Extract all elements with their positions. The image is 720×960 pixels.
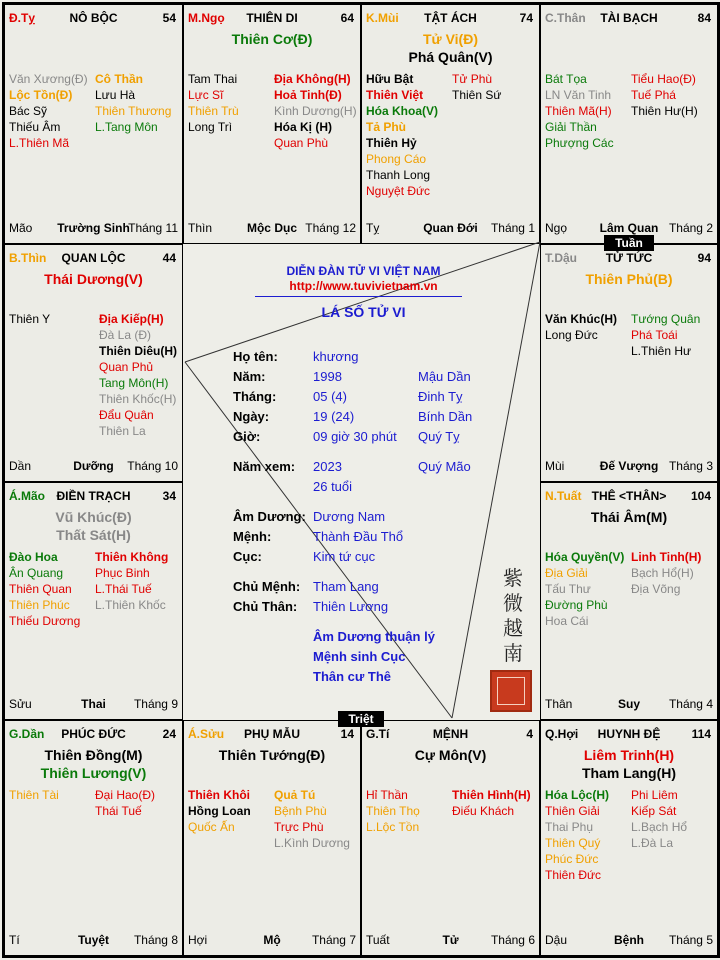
major-star: Cự Môn(V) [414, 747, 487, 763]
minor-star: Đẩu Quân [99, 408, 154, 422]
view-year-canchi: Quý Mão [418, 459, 471, 474]
minor-star: Tang Môn(H) [99, 376, 169, 390]
minor-star: Hỉ Thần [366, 788, 408, 802]
minor-star: Quan Phủ [99, 360, 154, 374]
minor-star: Thiên Sứ [452, 88, 502, 102]
palace-stage: Tử [442, 933, 459, 947]
palace-name: THÊ <THÂN> [591, 489, 667, 503]
major-star: Tử Vi(Đ) [423, 31, 478, 47]
palace-number: 84 [697, 11, 711, 25]
palace-stage: Thai [81, 697, 106, 711]
minor-star: Thiếu Dương [9, 614, 81, 628]
palace-can-chi: Q.Hợi [545, 727, 579, 741]
palace-number: 114 [691, 727, 711, 741]
palace-stage: Bệnh [614, 933, 644, 947]
palace-month: Tháng 4 [668, 697, 713, 711]
menh-label: Mệnh: [233, 529, 272, 544]
cuc-label: Cục: [233, 549, 262, 564]
minor-star: Thiên Hư(H) [631, 104, 698, 118]
minor-star: Quan Phù [274, 136, 329, 150]
minor-star: Long Đức [545, 328, 598, 342]
minor-star: L.Tang Môn [95, 120, 158, 134]
palace-month: Tháng 9 [133, 697, 178, 711]
minor-star: Thiên Phúc [9, 598, 70, 612]
palace-branch: Thân [545, 697, 573, 711]
palace-month: Tháng 2 [668, 221, 713, 235]
palace-name: PHÚC ĐỨC [61, 727, 126, 741]
palace-stage: Mộc Dục [246, 221, 297, 235]
palace-month: Tháng 10 [127, 459, 178, 473]
brand-char: 南 [503, 641, 523, 665]
forum-name: DIỄN ĐÀN TỬ VI VIỆT NAM [286, 264, 441, 278]
minor-star: Phá Toái [631, 328, 678, 342]
major-star: Thiên Đồng(M) [44, 747, 143, 763]
minor-star: Thiên Hỷ [366, 136, 417, 150]
year-label: Năm: [233, 369, 266, 384]
age-value: 26 tuổi [313, 479, 353, 494]
minor-star: Thiên Mã(H) [545, 104, 612, 118]
minor-star: L.Đà La [631, 836, 674, 850]
minor-star: Hồng Loan [188, 804, 251, 818]
minor-star: Địa Võng [631, 582, 681, 596]
minor-star: Lưu Hà [95, 88, 136, 102]
hour-value: 09 giờ 30 phút [313, 429, 397, 444]
tu-vi-chart [2, 2, 720, 958]
minor-star: Bát Tọa [545, 72, 587, 86]
title-divider [255, 296, 462, 297]
palace-can-chi: C.Thân [545, 11, 586, 25]
major-star: Liêm Trinh(H) [583, 747, 675, 763]
minor-star: Thiên Khôi [188, 788, 250, 802]
palace-can-chi: M.Ngọ [188, 11, 225, 25]
major-star: Thất Sát(H) [56, 527, 131, 543]
palace-month: Tháng 6 [490, 933, 535, 947]
palace-number: 94 [697, 251, 711, 265]
minor-star: Tam Thai [188, 72, 238, 86]
minor-star: Văn Khúc(H) [545, 312, 617, 326]
minor-star: Hoa Cái [545, 614, 589, 628]
major-star: Phá Quân(V) [408, 49, 493, 65]
palace-branch: Dậu [545, 933, 568, 947]
palace-branch: Mão [9, 221, 33, 235]
minor-star: LN Văn Tinh [545, 88, 612, 102]
minor-star: Kiếp Sát [631, 804, 677, 818]
minor-star: Thiên Diêu(H) [99, 344, 177, 358]
minor-star: Thiên Việt [366, 88, 424, 102]
palace-can-chi: G.Dần [9, 727, 45, 741]
major-star: Thiên Phủ(B) [585, 271, 673, 287]
minor-star: Đào Hoa [9, 550, 58, 564]
minor-star: Địa Kiếp(H) [99, 312, 164, 326]
note-than: Thân cư Thê [313, 669, 392, 684]
palace-name: QUAN LỘC [61, 251, 126, 265]
minor-star: Thiên Thương [95, 104, 172, 118]
palace-branch: Thìn [188, 221, 213, 235]
palace-stage: Trường Sinh [57, 221, 130, 235]
minor-star: Hóa Kị (H) [274, 120, 332, 134]
minor-star: L.Lộc Tồn [366, 820, 420, 834]
minor-star: Hóa Lộc(H) [545, 788, 609, 802]
brand-char: 越 [503, 616, 523, 640]
note-menh-cuc: Mệnh sinh Cục [313, 649, 406, 664]
center-panel [185, 244, 542, 721]
major-star: Thiên Lương(V) [40, 765, 147, 781]
brand-char: 紫 [503, 566, 523, 590]
minor-star: Phục Binh [95, 566, 150, 580]
name-label: Họ tên: [233, 349, 278, 364]
triet-tag: Triệt [338, 711, 384, 727]
palace-stage: Đế Vượng [599, 459, 659, 473]
month-label: Tháng: [233, 389, 277, 404]
minor-star: Thiếu Âm [9, 120, 61, 134]
palace-name: HUYNH ĐỆ [597, 727, 661, 741]
month-value: 05 (4) [313, 389, 347, 404]
palace-number: 4 [526, 727, 533, 741]
palace-name: ĐIỀN TRẠCH [56, 489, 131, 503]
palace-month: Tháng 1 [490, 221, 535, 235]
palace-stage: Quan Đới [423, 221, 478, 235]
view-year-value: 2023 [313, 459, 342, 474]
amduong-value: Dương Nam [313, 509, 386, 524]
palace-name: MỆNH [432, 727, 469, 741]
palace-number: 64 [340, 11, 354, 25]
minor-star: Nguyệt Đức [366, 184, 431, 198]
major-star: Thiên Cơ(Đ) [231, 31, 313, 47]
minor-star: Quốc Ấn [188, 820, 235, 834]
minor-star: Tiểu Hao(Đ) [631, 72, 696, 86]
minor-star: Thiên Khốc(H) [99, 392, 177, 406]
palace-number: 54 [162, 11, 176, 25]
minor-star: Tướng Quân [631, 312, 701, 326]
chu-than-label: Chủ Thân: [233, 599, 298, 614]
palace-number: 74 [519, 11, 533, 25]
minor-star: Thiên Y [9, 312, 51, 326]
minor-star: Thanh Long [366, 168, 431, 182]
minor-star: Phi Liêm [631, 788, 678, 802]
brand-vertical-text [502, 566, 524, 666]
hour-label: Giờ: [233, 429, 261, 444]
note-amduong: Âm Dương thuận lý [313, 629, 435, 644]
palace-name: TÀI BẠCH [600, 11, 658, 25]
minor-star: Giải Thần [545, 120, 597, 134]
palace-name: PHỤ MẪU [244, 727, 300, 741]
palace-branch: Tỵ [366, 221, 380, 235]
palace-stage: Lâm Quan [599, 221, 659, 235]
palace-can-chi: N.Tuất [545, 489, 582, 503]
minor-star: Thiên Trù [188, 104, 239, 118]
palace-name: THIÊN DI [246, 11, 298, 25]
major-star: Thái Dương(V) [44, 271, 143, 287]
palace-month: Tháng 7 [311, 933, 356, 947]
minor-star: Thiên La [99, 424, 146, 438]
minor-star: L.Thiên Hư [631, 344, 692, 358]
palace-branch: Dần [9, 459, 32, 473]
minor-star: L.Thái Tuế [95, 582, 152, 596]
palace-number: 34 [162, 489, 176, 503]
palace-number: 24 [162, 727, 176, 741]
minor-star: Kình Dương(H) [274, 104, 357, 118]
minor-star: Bác Sỹ [9, 104, 48, 118]
palace-branch: Hợi [188, 933, 208, 947]
brand-char: 微 [503, 591, 523, 615]
palace-month: Tháng 8 [133, 933, 178, 947]
palace-number: 44 [162, 251, 176, 265]
menh-value: Thành Đầu Thổ [313, 529, 404, 544]
minor-star: Hoả Tinh(Đ) [274, 88, 342, 102]
minor-star: Hóa Khoa(V) [366, 104, 438, 118]
minor-star: Thiên Đức [545, 868, 602, 882]
minor-star: Thiên Quan [9, 582, 72, 596]
minor-star: Phượng Các [545, 136, 614, 150]
palace-can-chi: G.Tí [366, 727, 390, 741]
minor-star: L.Bạch Hổ [631, 820, 688, 834]
palace-number: 104 [690, 489, 711, 503]
day-label: Ngày: [233, 409, 270, 424]
major-star: Tham Lang(H) [581, 765, 677, 781]
minor-star: Thai Phụ [545, 820, 594, 834]
minor-star: Thiên Giải [545, 804, 600, 818]
minor-star: Đường Phù [545, 598, 608, 612]
palace-can-chi: Á.Mão [9, 489, 45, 503]
minor-star: Phong Cáo [366, 152, 427, 166]
minor-star: L.Kình Dương [274, 836, 350, 850]
minor-star: Hữu Bật [366, 72, 414, 86]
minor-star: Thiên Hình(H) [452, 788, 531, 802]
minor-star: Trực Phù [274, 820, 324, 834]
palace-month: Tháng 11 [128, 221, 178, 235]
minor-star: Địa Không(H) [274, 72, 351, 86]
hour-canchi: Quý Tỵ [418, 429, 460, 444]
minor-star: Quả Tú [274, 788, 316, 802]
palace-name: NÔ BỘC [69, 11, 118, 25]
minor-star: Thiên Thọ [366, 804, 420, 818]
palace-stage: Dưỡng [73, 459, 114, 473]
chu-menh-value: Tham Lang [313, 579, 379, 594]
palace-number: 14 [340, 727, 354, 741]
palace-can-chi: B.Thìn [9, 251, 47, 265]
minor-star: Đà La (Đ) [99, 328, 152, 342]
name-value: khương [313, 349, 359, 364]
palace-can-chi: K.Mùi [366, 11, 399, 25]
minor-star: Địa Giải [545, 566, 588, 580]
minor-star: Tả Phù [366, 120, 407, 134]
palace-stage: Tuyệt [77, 933, 110, 947]
year-value: 1998 [313, 369, 342, 384]
minor-star: Cô Thần [95, 72, 143, 86]
forum-url[interactable]: http://www.tuvivietnam.vn [289, 279, 438, 293]
view-year-label: Năm xem: [233, 459, 296, 474]
palace-name: TỬ TỨC [605, 251, 653, 265]
minor-star: Tử Phù [452, 72, 493, 86]
seal-stamp [490, 670, 532, 712]
minor-star: Long Trì [188, 120, 233, 134]
minor-star: L.Thiên Khốc [95, 598, 166, 612]
palace-stage: Suy [617, 697, 640, 711]
minor-star: Văn Xương(Đ) [9, 72, 88, 86]
minor-star: Bạch Hổ(H) [631, 566, 694, 580]
palace-month: Tháng 3 [668, 459, 713, 473]
palace-branch: Tí [9, 933, 20, 947]
palace-can-chi: Á.Sửu [188, 727, 225, 741]
minor-star: Thiên Không [95, 550, 169, 564]
month-canchi: Đinh Tỵ [418, 389, 463, 404]
minor-star: Đại Hao(Đ) [95, 788, 156, 802]
palace-can-chi: Đ.Tỵ [9, 11, 36, 25]
cuc-value: Kim tứ cục [313, 549, 376, 564]
tuan-tag: Tuần [604, 235, 654, 251]
chu-than-value: Thiên Lương [313, 599, 389, 614]
minor-star: Tấu Thư [545, 582, 591, 596]
palace-branch: Ngọ [545, 221, 568, 235]
minor-star: L.Thiên Mã [9, 136, 70, 150]
minor-star: Tuế Phá [631, 88, 676, 102]
minor-star: Linh Tinh(H) [631, 550, 702, 564]
palace-month: Tháng 5 [668, 933, 713, 947]
minor-star: Ân Quang [9, 566, 64, 580]
palace-branch: Mùi [545, 459, 565, 473]
minor-star: Điếu Khách [452, 804, 515, 818]
palace-branch: Tuất [366, 933, 390, 947]
minor-star: Lộc Tồn(Đ) [9, 88, 73, 102]
palace-branch: Sửu [9, 697, 32, 711]
chu-menh-label: Chủ Mệnh: [233, 579, 301, 594]
chart-title: LÁ SỐ TỬ VI [321, 304, 406, 320]
minor-star: Hóa Quyền(V) [545, 550, 625, 564]
minor-star: Phúc Đức [545, 852, 599, 866]
minor-star: Thái Tuế [95, 804, 142, 818]
day-value: 19 (24) [313, 409, 355, 424]
minor-star: Thiên Tài [9, 788, 59, 802]
minor-star: Bệnh Phù [274, 804, 327, 818]
major-star: Thiên Tướng(Đ) [218, 747, 326, 763]
minor-star: Lực Sĩ [188, 88, 224, 102]
palace-can-chi: T.Dậu [545, 251, 578, 265]
day-canchi: Bính Dần [418, 409, 473, 424]
palace-name: TẬT ÁCH [424, 11, 477, 25]
palace-stage: Mộ [263, 933, 281, 947]
minor-star: Thiên Quý [545, 836, 601, 850]
year-canchi: Mậu Dần [418, 369, 471, 384]
palace-month: Tháng 12 [305, 221, 356, 235]
amduong-label: Âm Dương: [233, 509, 306, 524]
major-star: Thái Âm(M) [590, 509, 668, 525]
major-star: Vũ Khúc(Đ) [55, 509, 132, 525]
